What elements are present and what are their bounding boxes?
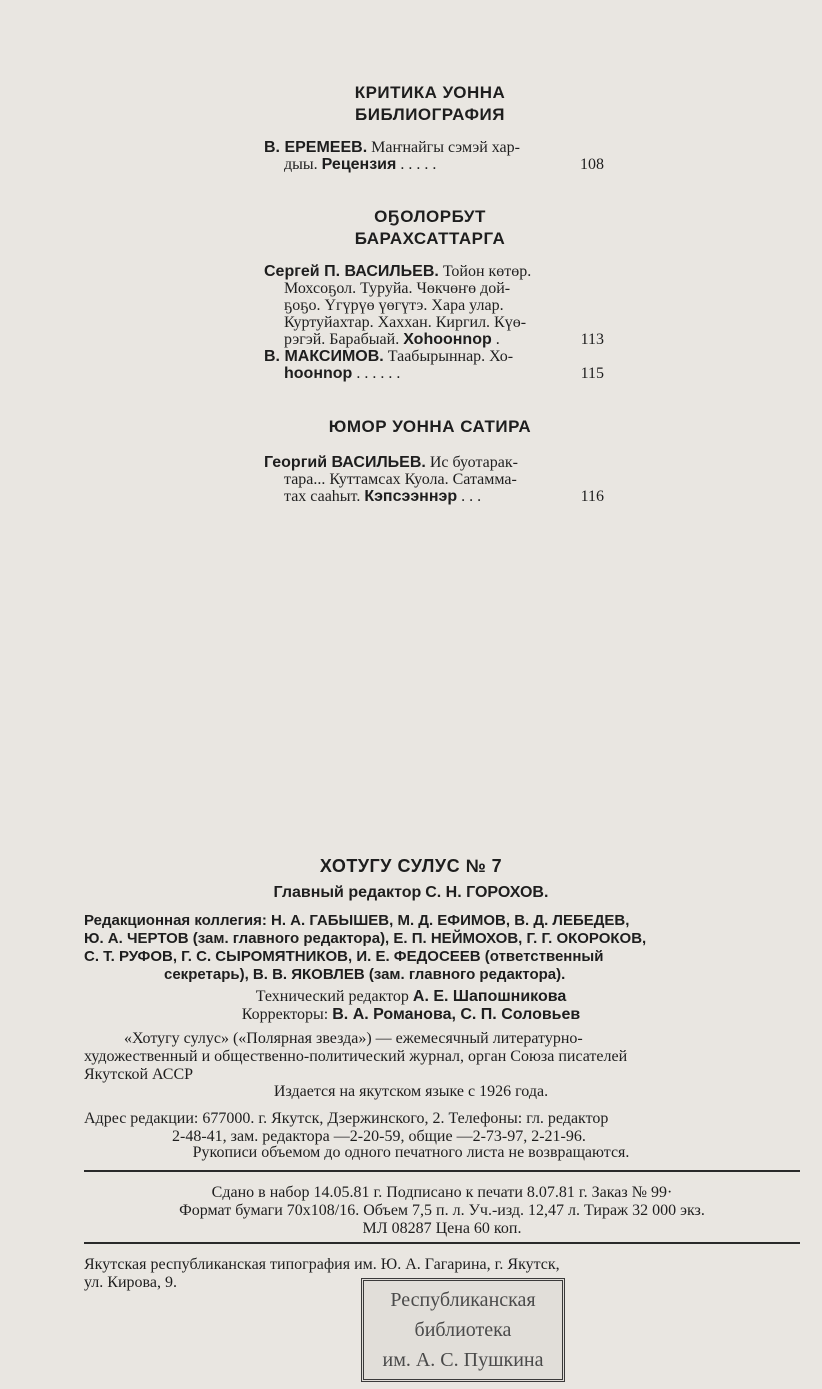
section-heading-line: БИБЛИОГРАФИЯ [355, 105, 505, 124]
magazine-issue-title: ХОТУГУ СУЛУС № 7 [319, 856, 503, 876]
print-info-line: Формат бумаги 70х108/16. Объем 7,5 п. л. Уч.-изд. 12,47 л. Тираж 32 000 экз. [179, 1202, 705, 1219]
print-info [84, 1184, 800, 1238]
chief-editor [0, 884, 822, 902]
editorial-board [84, 912, 800, 984]
page-number: 113 [580, 331, 604, 348]
print-info-line: МЛ 08287 Цена 60 коп. [362, 1220, 522, 1237]
divider [84, 1170, 800, 1172]
entry-genre: Кэпсээннэр [364, 488, 458, 505]
entry-title: Ис буотарак- [425, 454, 518, 471]
editorial-address [84, 1110, 800, 1146]
entry-genre: Хоһоонnор [403, 331, 492, 348]
board-line: С. Т. РУФОВ, Г. С. СЫРОМЯТНИКОВ, И. Е. ФЕДОСЕЕВ (ответственный [84, 948, 604, 965]
section-heading [240, 416, 620, 438]
chief-editor-label: Главный редактор [273, 884, 422, 901]
address-line: 2-48-41, зам. редактора —2-20-59, общие —2-73-97, 2-21-96. [172, 1128, 586, 1145]
tech-editor-label: Технический редактор [255, 988, 409, 1005]
entry-author: В. МАКСИМОВ. [264, 348, 384, 365]
entry-title: Мохсоҕол. Туруйа. Чөкчөҥө дой- [284, 280, 511, 297]
divider [84, 1242, 800, 1244]
board-line: Ю. А. ЧЕРТОВ (зам. главного редактора), Е. П. НЕЙМОХОВ, Г. Г. ОКОРОКОВ, [84, 930, 647, 947]
page-number: 116 [580, 488, 604, 505]
entry-title: Тойон көтөр. [438, 263, 532, 280]
correctors-names: В. А. Романова, С. П. Соловьев [332, 1006, 581, 1023]
section-heading-line: ОҔОЛОРБУТ [374, 207, 486, 226]
printer-line: Якутская республиканская типография им. Ю. А. Гагарина, г. Якутск, [84, 1256, 560, 1273]
publication-since: Издается на якутском языке с 1926 года. [273, 1083, 549, 1100]
section-heading [240, 206, 620, 250]
tech-editor-name: А. Е. Шапошникова [412, 988, 567, 1005]
toc-entry[interactable] [264, 263, 604, 348]
entry-title: ҕоҕо. Үгүрүө үөгүтэ. Хара улар. [284, 297, 504, 314]
entry-genre: һоонnор [284, 365, 353, 382]
section-heading-line: ЮМОР УОННА САТИРА [328, 417, 532, 436]
entry-title: рэгэй. Барабыай. [284, 331, 404, 348]
manuscripts-note: Рукописи объемом до одного печатного листа не возвращаются. [192, 1144, 630, 1161]
correctors [0, 1006, 822, 1024]
entry-title: Маҥнайгы сэмэй хар- [367, 139, 520, 156]
leader-dots: . . . . . . [352, 365, 401, 382]
print-info-line: Сдано в набор 14.05.81 г. Подписано к печати 8.07.81 г. Заказ № 99· [211, 1184, 673, 1201]
entry-title: Таабырыннар. Хо- [383, 348, 514, 365]
printer-line: ул. Кирова, 9. [84, 1274, 177, 1291]
entry-title: Куртуйахтар. Хаххан. Киргил. Күө- [284, 314, 527, 331]
stamp-line: Республиканская [390, 1289, 536, 1311]
entry-author: Георгий ВАСИЛЬЕВ. [264, 454, 426, 471]
library-stamp [361, 1278, 565, 1382]
section-heading [240, 82, 620, 126]
leader-dots: . . . [457, 488, 482, 505]
entry-author: Сергей П. ВАСИЛЬЕВ. [264, 263, 439, 280]
toc-entry[interactable] [264, 348, 604, 382]
leader-dots: . . . . . [396, 156, 437, 173]
entry-title: тара... Куттамсах Куола. Сатамма- [284, 471, 517, 488]
description-line: Якутской АССР [84, 1066, 194, 1083]
leader-dots: . [491, 331, 500, 348]
stamp-line: библиотека [414, 1319, 512, 1341]
section-heading-line: БАРАХСАТТАРГА [354, 229, 506, 248]
entry-author: В. ЕРЕМЕЕВ. [264, 139, 368, 156]
entry-title: дыы. [284, 156, 322, 173]
page-number: 108 [580, 156, 604, 173]
description-line: «Хотугу сулус» («Полярная звезда») — ежемесячный литературно- [124, 1030, 583, 1047]
tech-editor [0, 988, 822, 1006]
chief-editor-name: С. Н. ГОРОХОВ. [425, 884, 549, 901]
correctors-label: Корректоры: [241, 1006, 329, 1023]
magazine-description [84, 1030, 800, 1084]
board-line: секретарь), В. В. ЯКОВЛЕВ (зам. главного редактора). [164, 966, 566, 983]
description-line: художественный и общественно-политический журнал, орган Союза писателей [84, 1048, 628, 1065]
section-heading-line: КРИТИКА УОННА [354, 83, 506, 102]
stamp-line: им. А. С. Пушкина [382, 1349, 544, 1371]
toc-entry[interactable] [264, 139, 604, 173]
toc-entry[interactable] [264, 454, 604, 505]
entry-genre: Рецензия [321, 156, 397, 173]
address-line: Адрес редакции: 677000. г. Якутск, Дзержинского, 2. Телефоны: гл. редактор [84, 1110, 609, 1127]
entry-title: тах сааһыт. [284, 488, 365, 505]
page-number: 115 [580, 365, 604, 382]
board-line: Редакционная коллегия: Н. А. ГАБЫШЕВ, М. Д. ЕФИМОВ, В. Д. ЛЕБЕДЕВ, [84, 912, 630, 929]
